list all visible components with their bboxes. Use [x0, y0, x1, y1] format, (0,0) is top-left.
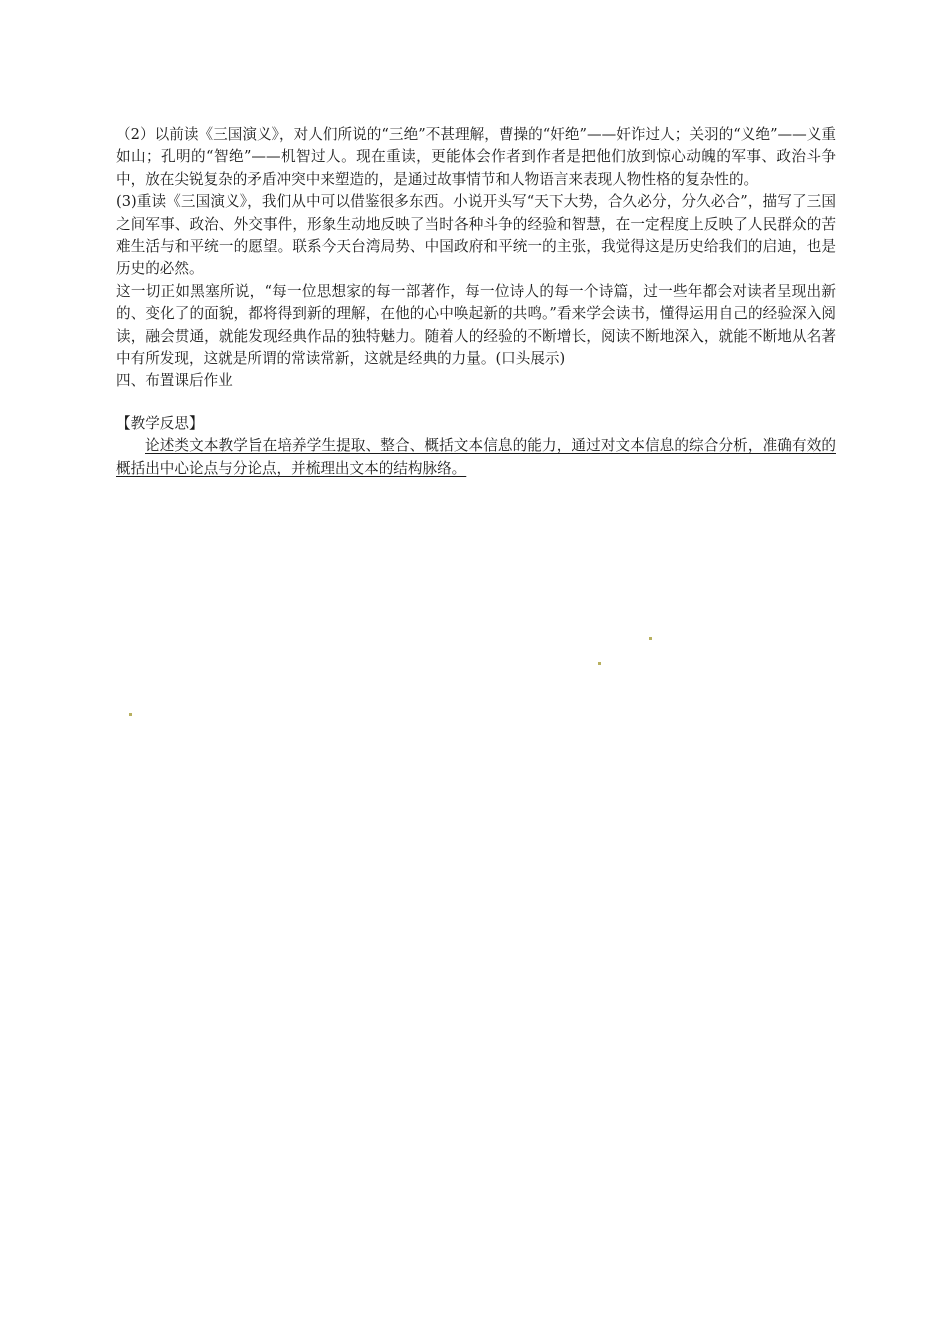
- scan-speck: [598, 662, 601, 665]
- spacer: [116, 393, 836, 413]
- document-page: [116, 124, 836, 480]
- section-homework: 四、布置课后作业: [116, 372, 233, 390]
- reflection-title: 【教学反思】: [116, 414, 204, 432]
- paragraph-reread: (3)重读《三国演义》，我们从中可以借鉴很多东西。小说开头写“天下大势，合久必分，分久必合”，描写了三国之间军事、政治、外交事件，形象生动地反映了当时各种斗争的经验和智慧，在一定程度上反映了人民群众的苦难生活与和平统一的愿望。联系今天台湾局势、中国政府和平统一的主张，我觉得这是历史给我们的启迪，也是历史的必然。: [116, 193, 836, 278]
- reflection-body: 论述类文本教学旨在培养学生提取、整合、概括文本信息的能力，通过对文本信息的综合分析，准确有效的概括出中心论点与分论点，并梳理出文本的结构脉络。: [116, 437, 836, 477]
- scan-speck: [129, 713, 132, 716]
- paragraph-sanjue: （2）以前读《三国演义》，对人们所说的“三绝”不甚理解，曹操的“奸绝”——奸诈过人；关羽的“义绝”——义重如山；孔明的“智绝”——机智过人。现在重读，更能体会作者到作者是把他们放到惊心动魄的军事、政治斗争中，放在尖锐复杂的矛盾冲突中来塑造的，是通过故事情节和人物语言来表现人物性格的复杂性的。: [116, 126, 836, 188]
- scan-speck: [649, 637, 652, 640]
- paragraph-hesse-quote: 这一切正如黑塞所说，“每一位思想家的每一部著作，每一位诗人的每一个诗篇，过一些年都会对读者呈现出新的、变化了的面貌，都将得到新的理解，在他的心中唤起新的共鸣。”看来学会读书，懂得运用自己的经验深入阅读，融会贯通，就能发现经典作品的独特魅力。随着人的经验的不断增长，阅读不断地深入，就能不断地从名著中有所发现，这就是所谓的常读常新，这就是经典的力量。(口头展示): [116, 282, 836, 368]
